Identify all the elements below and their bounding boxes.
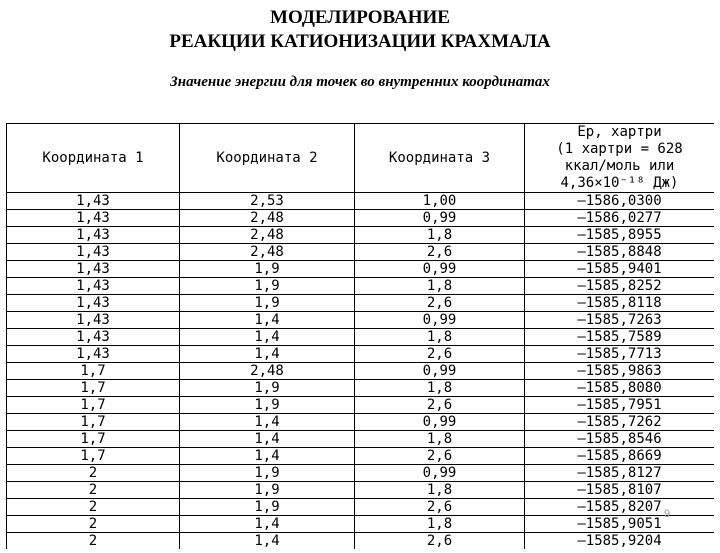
- table-cell: 0,99: [355, 363, 525, 380]
- table-row: [7, 193, 715, 210]
- table-cell: –1585,8546: [525, 431, 715, 448]
- table-cell: 0,99: [355, 312, 525, 329]
- table-cell: –1585,9401: [525, 261, 715, 278]
- table-row: [7, 261, 715, 278]
- table-cell: 1,9: [180, 261, 355, 278]
- energy-table: [6, 123, 714, 549]
- table-row: [7, 244, 715, 261]
- table-body: [7, 193, 715, 550]
- table-cell: 2,48: [180, 210, 355, 227]
- table-cell: 1,4: [180, 533, 355, 550]
- table-cell: 2: [7, 499, 180, 516]
- table-cell: 2: [7, 533, 180, 550]
- table-cell: 1,8: [355, 516, 525, 533]
- table-cell: 1,7: [7, 380, 180, 397]
- table-row: [7, 278, 715, 295]
- table-cell: 1,4: [180, 346, 355, 363]
- table-cell: 1,8: [355, 278, 525, 295]
- header-energy: [525, 124, 715, 193]
- header-coordinate-2: Координата 2: [180, 124, 355, 193]
- table-cell: 2,48: [180, 244, 355, 261]
- header-energy-line-1: Eр, хартри: [577, 124, 662, 140]
- table-row: [7, 465, 715, 482]
- title-line-2: РЕАКЦИИ КАТИОНИЗАЦИИ КРАХМАЛА: [169, 31, 551, 52]
- table-cell: 2,6: [355, 448, 525, 465]
- table-cell: –1585,9051: [525, 516, 715, 533]
- table-cell: 1,43: [7, 227, 180, 244]
- table-cell: 1,00: [355, 193, 525, 210]
- table-cell: 1,7: [7, 363, 180, 380]
- table-cell: –1585,7262: [525, 414, 715, 431]
- table-cell: 1,8: [355, 380, 525, 397]
- table-cell: –1585,8127: [525, 465, 715, 482]
- table-cell: 1,7: [7, 431, 180, 448]
- table-cell: 2,6: [355, 295, 525, 312]
- table-cell: 1,9: [180, 499, 355, 516]
- table-cell: 1,43: [7, 244, 180, 261]
- table-cell: –1585,9863: [525, 363, 715, 380]
- table-row: [7, 227, 715, 244]
- table-cell: 1,8: [355, 227, 525, 244]
- table-cell: 1,4: [180, 516, 355, 533]
- table-cell: 2,6: [355, 397, 525, 414]
- table-cell: 1,43: [7, 346, 180, 363]
- table-cell: 1,8: [355, 329, 525, 346]
- table-cell: –1585,9204: [525, 533, 715, 550]
- table-row: [7, 380, 715, 397]
- table-row: [7, 329, 715, 346]
- table-cell: 1,4: [180, 329, 355, 346]
- table-cell: 1,4: [180, 312, 355, 329]
- table-cell: –1585,8955: [525, 227, 715, 244]
- table-cell: 1,43: [7, 210, 180, 227]
- table-cell: 2,6: [355, 533, 525, 550]
- table-row: [7, 516, 715, 533]
- table-cell: 1,9: [180, 380, 355, 397]
- table-cell: 2,6: [355, 346, 525, 363]
- table-cell: 2,6: [355, 499, 525, 516]
- table-caption: Значение энергии для точек во внутренних координатах: [170, 74, 550, 90]
- table-cell: 1,43: [7, 295, 180, 312]
- table-cell: 0,99: [355, 414, 525, 431]
- table-row: [7, 414, 715, 431]
- table-row: [7, 431, 715, 448]
- table-cell: 1,43: [7, 261, 180, 278]
- table-row: [7, 363, 715, 380]
- table-cell: –1585,7713: [525, 346, 715, 363]
- table-cell: –1585,8669: [525, 448, 715, 465]
- header-energy-line-3: ккал/моль или: [564, 158, 675, 174]
- table-cell: 1,43: [7, 193, 180, 210]
- table-cell: –1586,0277: [525, 210, 715, 227]
- header-energy-line-4: 4,36×10⁻¹⁸ Дж): [560, 175, 679, 191]
- table-row: [7, 482, 715, 499]
- table-cell: –1585,8252: [525, 278, 715, 295]
- table-row: [7, 448, 715, 465]
- table-cell: 1,8: [355, 431, 525, 448]
- table-cell: 1,9: [180, 465, 355, 482]
- table-cell: –1586,0300: [525, 193, 715, 210]
- table-cell: 0,99: [355, 465, 525, 482]
- table-cell: 1,43: [7, 329, 180, 346]
- table-cell: 0,99: [355, 210, 525, 227]
- table-cell: 2,48: [180, 227, 355, 244]
- table-cell: 1,7: [7, 448, 180, 465]
- header-coordinate-1: Координата 1: [7, 124, 180, 193]
- table-cell: 2,48: [180, 363, 355, 380]
- table-cell: –1585,7951: [525, 397, 715, 414]
- table-row: [7, 397, 715, 414]
- table-row: [7, 346, 715, 363]
- table-cell: 1,7: [7, 397, 180, 414]
- table-cell: –1585,7589: [525, 329, 715, 346]
- table-cell: –1585,7263: [525, 312, 715, 329]
- table-cell: 2: [7, 482, 180, 499]
- table-cell: 1,9: [180, 295, 355, 312]
- table-cell: –1585,8207: [525, 499, 715, 516]
- table-cell: 1,43: [7, 312, 180, 329]
- energy-table-wrapper: [6, 123, 714, 553]
- table-cell: 2: [7, 465, 180, 482]
- table-row: [7, 533, 715, 550]
- header-coordinate-3: Координата 3: [355, 124, 525, 193]
- table-cell: –1585,8118: [525, 295, 715, 312]
- table-cell: 2,53: [180, 193, 355, 210]
- header-energy-line-2: (1 хартри = 628: [556, 141, 683, 157]
- table-cell: 1,43: [7, 278, 180, 295]
- table-row: [7, 312, 715, 329]
- table-row: [7, 210, 715, 227]
- table-row: [7, 499, 715, 516]
- table-cell: 0,99: [355, 261, 525, 278]
- table-cell: –1585,8107: [525, 482, 715, 499]
- slide-title: [0, 6, 720, 54]
- table-cell: 2: [7, 516, 180, 533]
- table-header-row: [7, 124, 715, 193]
- table-cell: 1,4: [180, 414, 355, 431]
- table-cell: 2,6: [355, 244, 525, 261]
- table-cell: 1,9: [180, 278, 355, 295]
- table-cell: 1,8: [355, 482, 525, 499]
- table-row: [7, 295, 715, 312]
- table-cell: 1,4: [180, 448, 355, 465]
- page-number: 9: [664, 508, 671, 520]
- table-cell: 1,9: [180, 397, 355, 414]
- table-cell: –1585,8848: [525, 244, 715, 261]
- table-cell: 1,4: [180, 431, 355, 448]
- table-cell: 1,9: [180, 482, 355, 499]
- table-cell: –1585,8080: [525, 380, 715, 397]
- title-line-1: МОДЕЛИРОВАНИЕ: [270, 7, 450, 28]
- table-cell: 1,7: [7, 414, 180, 431]
